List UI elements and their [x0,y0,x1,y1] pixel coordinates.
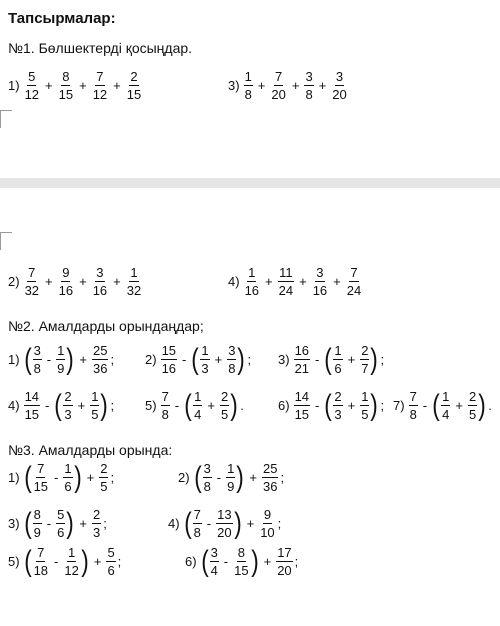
task2-item-6 [278,390,384,421]
fraction [200,344,209,375]
numerator: 3 [305,69,313,84]
denominator: 8 [161,407,169,422]
numerator: 1 [130,265,138,280]
fraction [33,462,49,493]
item-label: 5) [145,398,157,413]
operator: + [79,78,87,93]
item-label: 3) [278,352,290,367]
denominator: 16 [312,283,328,298]
denominator: 5 [220,407,229,422]
denominator: 20 [217,525,232,540]
right-paren: ) [66,506,75,540]
denominator: 6 [334,361,342,376]
denominator: 3 [201,361,209,376]
parenthesis-group [23,546,90,577]
fraction [294,344,310,375]
punctuation: ; [110,470,115,485]
right-paren: ) [81,544,89,578]
item-label: 1) [8,352,20,367]
denominator: 24 [346,283,362,298]
fraction [24,390,40,421]
numerator: 25 [262,461,278,476]
operator: - [54,554,59,569]
punctuation: . [240,398,244,413]
punctuation: ; [247,352,252,367]
task1-item-1 [8,70,143,101]
numerator: 16 [294,343,310,358]
denominator: 8 [244,87,252,102]
operator: + [45,78,53,93]
numerator: 7 [28,265,36,280]
left-paren: ( [23,342,32,376]
operator: + [333,274,341,289]
operator: + [113,78,121,93]
fraction [244,266,260,297]
task1-heading: №1. Бөлшектерді қосыңдар. [8,40,193,56]
parenthesis-group [23,462,83,493]
numerator: 1 [201,343,209,358]
numerator: 5 [107,545,115,560]
right-paren: ) [370,388,379,422]
left-paren: ( [23,460,32,494]
operator: - [182,352,187,367]
operator: - [206,516,212,531]
fraction [441,390,450,421]
left-paren: ( [23,544,32,578]
denominator: 20 [332,87,347,102]
numerator: 2 [100,461,108,476]
numerator: 14 [24,389,40,404]
fraction [409,390,418,421]
numerator: 2 [64,389,72,404]
numerator: 14 [294,389,310,404]
numerator: 25 [92,343,108,358]
denominator: 15 [58,87,74,102]
numerator: 15 [161,343,177,358]
task3-item-3 [8,508,107,539]
operator: + [318,78,327,93]
fraction [360,344,369,375]
task2-heading: №2. Амалдарды орындаңдар; [8,318,204,334]
punctuation: ; [277,516,282,531]
left-paren: ( [200,544,209,578]
operator: - [223,554,229,569]
punctuation: ; [103,516,107,531]
operator: + [265,274,273,289]
operator: - [174,398,180,413]
operator: + [93,554,102,569]
right-paren: ) [66,342,75,376]
fraction [24,70,40,101]
fraction [262,462,278,493]
fraction [33,508,42,539]
item-label: 7) [393,398,405,413]
parenthesis-group [183,508,243,539]
fraction [92,70,108,101]
numerator: 2 [220,389,229,404]
fraction [63,462,72,493]
denominator: 12 [92,87,108,102]
fraction [33,344,42,375]
operator: - [315,352,320,367]
task3-item-1 [8,462,114,493]
operator: + [79,274,87,289]
fraction [312,266,328,297]
task3-item-6 [185,546,298,577]
left-paren: ( [193,460,202,494]
numerator: 13 [217,507,232,522]
item-label: 4) [8,398,20,413]
task1-item-3 [228,70,349,101]
left-paren: ( [432,388,440,422]
punctuation: . [488,398,492,413]
operator: - [315,398,320,413]
operator: - [54,470,59,485]
item-label: 2) [178,470,190,485]
operator: + [263,554,272,569]
fraction [161,344,177,375]
punctuation: ; [380,352,385,367]
numerator: 7 [37,545,45,560]
numerator: 1 [334,343,342,358]
numerator: 3 [203,461,211,476]
parenthesis-group [53,390,109,421]
task1-item-2 [8,266,143,297]
numerator: 7 [193,507,201,522]
punctuation: ; [280,470,285,485]
denominator: 16 [161,361,177,376]
fraction [24,266,40,297]
numerator: 2 [361,343,369,358]
task2-item-4 [8,390,114,421]
fraction [468,390,477,421]
operator: + [113,274,121,289]
denominator: 4 [194,407,202,422]
fraction [106,546,115,577]
fraction [333,344,342,375]
task2-item-3 [278,344,384,375]
denominator: 4 [210,563,218,578]
page-corner-mark [0,110,12,128]
right-paren: ) [100,388,109,422]
item-label: 4) [168,516,180,531]
item-label: 2) [145,352,157,367]
numerator: 9 [263,507,272,522]
denominator: 20 [277,563,292,578]
fraction [331,70,347,101]
denominator: 32 [126,283,142,298]
numerator: 7 [275,69,283,84]
right-paren: ) [237,342,246,376]
denominator: 32 [24,283,40,298]
denominator: 5 [361,407,369,422]
numerator: 8 [33,507,41,522]
fraction [270,70,286,101]
task3-heading: №3. Амалдарды орында: [8,442,173,458]
parenthesis-group [23,508,76,539]
parenthesis-group [190,344,246,375]
fraction [193,390,202,421]
numerator: 1 [361,389,369,404]
item-label: 1) [8,470,20,485]
task1-item-4 [228,266,363,297]
fraction [126,70,142,101]
task3-item-2 [178,462,284,493]
numerator: 1 [442,389,450,404]
fraction [193,508,202,539]
right-paren: ) [230,388,238,422]
denominator: 9 [33,525,41,540]
numerator: 1 [91,389,99,404]
item-label: 6) [278,398,290,413]
fraction [227,344,236,375]
numerator: 7 [37,461,45,476]
numerator: 8 [62,69,70,84]
numerator: 3 [316,265,324,280]
right-paren: ) [478,388,486,422]
task3-item-5 [8,546,121,577]
fraction [92,508,101,539]
fraction [346,266,362,297]
denominator: 12 [64,563,79,578]
operator: - [46,516,52,531]
parenthesis-group [323,344,379,375]
fraction [63,390,72,421]
denominator: 21 [294,361,310,376]
denominator: 3 [92,525,101,540]
right-paren: ) [233,506,242,540]
denominator: 6 [107,563,115,578]
right-paren: ) [250,544,259,578]
numerator: 7 [409,389,417,404]
fraction [99,462,108,493]
task2-item-5 [145,390,244,421]
numerator: 1 [248,265,256,280]
numerator: 1 [194,389,202,404]
fraction [244,70,253,101]
fraction [56,508,65,539]
parenthesis-group [183,390,239,421]
punctuation: ; [110,398,115,413]
numerator: 3 [335,69,344,84]
fraction [33,546,49,577]
denominator: 10 [260,525,275,540]
item-label: 6) [185,554,197,569]
operator: - [216,470,222,485]
item-label: 1) [8,78,20,93]
fraction [304,70,313,101]
item-label: 3) [228,78,240,93]
denominator: 3 [64,407,72,422]
fraction [92,266,108,297]
denominator: 20 [271,87,286,102]
numerator: 8 [237,545,245,560]
denominator: 9 [227,479,235,494]
fraction [360,390,369,421]
numerator: 1 [227,461,235,476]
denominator: 8 [203,479,211,494]
operator: + [347,352,356,367]
denominator: 16 [58,283,74,298]
numerator: 1 [64,461,72,476]
numerator: 5 [28,69,36,84]
denominator: 5 [100,479,108,494]
item-label: 2) [8,274,20,289]
fraction [278,266,294,297]
fraction [216,508,232,539]
denominator: 9 [57,361,65,376]
fraction [161,390,170,421]
numerator: 5 [57,507,65,522]
fraction [276,546,292,577]
right-paren: ) [73,460,82,494]
fraction [333,390,342,421]
left-paren: ( [324,342,333,376]
denominator: 15 [33,479,49,494]
right-paren: ) [370,342,379,376]
punctuation: ; [110,352,115,367]
numerator: 1 [57,343,65,358]
fraction [58,266,74,297]
left-paren: ( [324,388,333,422]
punctuation: ; [380,398,385,413]
denominator: 5 [91,407,99,422]
denominator: 18 [33,563,49,578]
denominator: 16 [92,283,108,298]
operator: + [257,78,266,93]
task2-item-1 [8,344,114,375]
numerator: 7 [161,389,169,404]
operator: + [246,516,255,531]
numerator: 3 [33,343,41,358]
fraction [226,462,235,493]
denominator: 36 [262,479,278,494]
punctuation: ; [294,554,299,569]
denominator: 5 [468,407,477,422]
task3-item-4 [168,508,281,539]
denominator: 4 [442,407,450,422]
numerator: 17 [277,545,292,560]
numerator: 7 [96,69,104,84]
item-label: 4) [228,274,240,289]
fraction [233,546,249,577]
denominator: 36 [92,361,108,376]
operator: + [455,398,463,413]
denominator: 15 [294,407,310,422]
left-paren: ( [54,388,63,422]
operator: + [214,352,223,367]
fraction [90,390,99,421]
page-corner-mark [0,232,12,250]
left-paren: ( [183,506,192,540]
denominator: 15 [24,407,40,422]
numerator: 2 [468,389,477,404]
numerator: 3 [96,265,104,280]
page-break-band [0,178,500,188]
fraction [58,70,74,101]
denominator: 15 [126,87,142,102]
denominator: 6 [57,525,65,540]
operator: - [46,352,52,367]
fraction [63,546,79,577]
denominator: 15 [234,563,249,578]
parenthesis-group [23,344,76,375]
fraction [220,390,229,421]
denominator: 6 [64,479,72,494]
operator: - [422,398,428,413]
denominator: 8 [33,361,41,376]
numerator: 3 [228,343,236,358]
numerator: 9 [62,265,70,280]
denominator: 8 [193,525,201,540]
parenthesis-group [200,546,260,577]
denominator: 16 [244,283,260,298]
operator: - [45,398,50,413]
item-label: 5) [8,554,20,569]
numerator: 11 [279,265,293,280]
denominator: 24 [278,283,294,298]
fraction [126,266,142,297]
operator: + [207,398,215,413]
task2-item-7 [393,390,492,421]
numerator: 1 [244,69,252,84]
fraction [203,462,212,493]
numerator: 7 [350,265,358,280]
operator: + [77,398,86,413]
operator: + [347,398,356,413]
denominator: 8 [228,361,236,376]
fraction [259,508,275,539]
operator: + [86,470,95,485]
denominator: 8 [409,407,417,422]
numerator: 1 [67,545,76,560]
fraction [210,546,219,577]
numerator: 2 [92,507,101,522]
operator: + [79,352,87,367]
left-paren: ( [191,342,200,376]
parenthesis-group [193,462,246,493]
parenthesis-group [431,390,487,421]
denominator: 8 [305,87,313,102]
denominator: 7 [361,361,369,376]
right-paren: ) [236,460,245,494]
fraction [92,344,108,375]
denominator: 3 [334,407,342,422]
item-label: 3) [8,516,20,531]
left-paren: ( [23,506,32,540]
operator: + [79,516,87,531]
fraction [56,344,65,375]
left-paren: ( [184,388,192,422]
operator: + [249,470,257,485]
numerator: 2 [130,69,138,84]
task2-item-2 [145,344,251,375]
fraction [294,390,310,421]
numerator: 3 [210,545,218,560]
operator: + [291,78,300,93]
parenthesis-group [323,390,379,421]
operator: + [45,274,53,289]
punctuation: ; [117,554,122,569]
operator: + [299,274,307,289]
denominator: 12 [24,87,40,102]
page-title: Тапсырмалар: [8,10,116,27]
numerator: 2 [334,389,342,404]
